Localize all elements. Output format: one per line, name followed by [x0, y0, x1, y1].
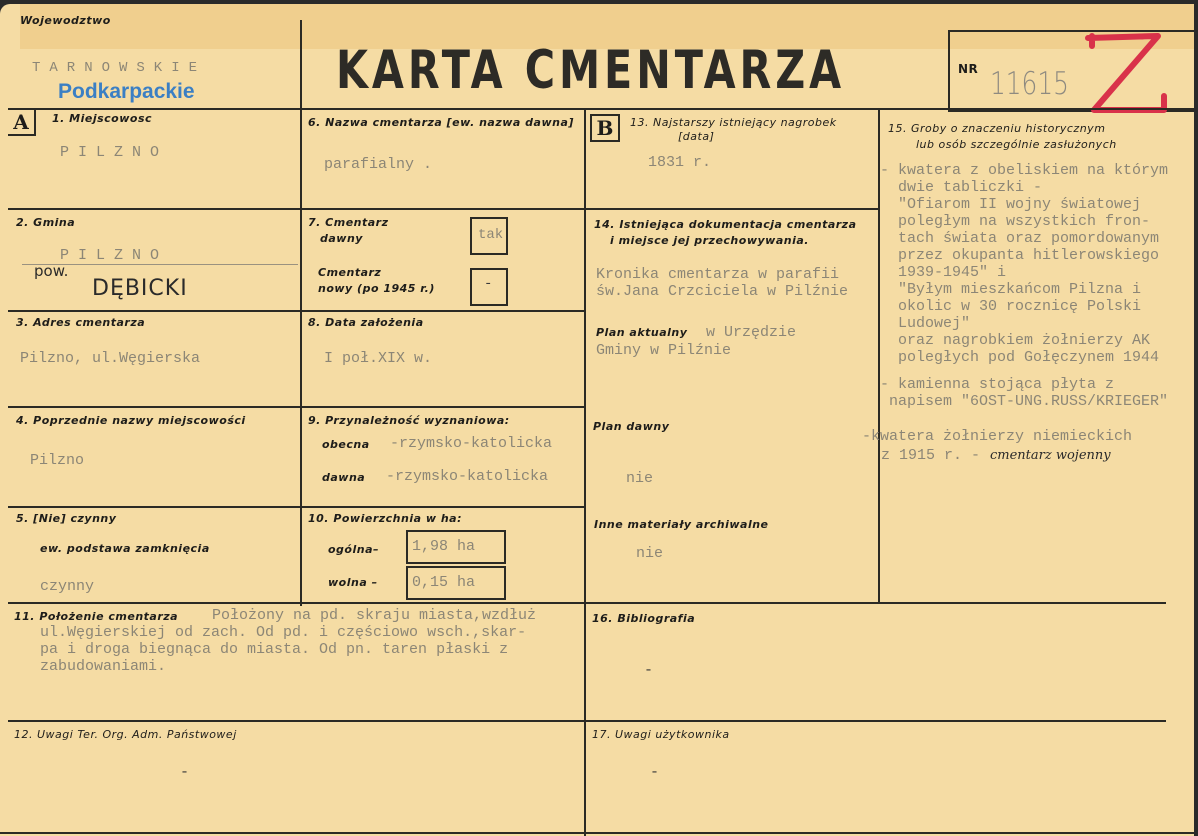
field-7-label-new-2: nowy (po 1945 r.)	[318, 282, 435, 295]
page-title: KARTA CMENTARZA	[336, 40, 845, 101]
field-5-label: 5. [Nie] czynny	[16, 512, 117, 525]
divider	[8, 506, 586, 508]
field-16-value: -	[644, 662, 654, 679]
divider	[586, 208, 878, 210]
field-5-value: czynny	[40, 578, 95, 595]
field-6-label: 6. Nazwa cmentarza [ew. nazwa dawna]	[308, 116, 574, 129]
field-12-value: -	[180, 764, 190, 781]
field-14-label-2: i miejsce jej przechowywania.	[610, 234, 809, 247]
field-14-value-line-1: Kronika cmentarza w parafii	[596, 266, 840, 283]
free-area-value: 0,15 ha	[412, 574, 476, 591]
cemetery-record-card	[0, 4, 1194, 836]
field-13-label-2: [data]	[678, 130, 715, 143]
nr-label: NR	[958, 62, 979, 76]
field-7-label-old: 7. Cmentarz	[308, 216, 389, 229]
historic-graves-list	[880, 162, 1194, 410]
plan-current-label: Plan aktualny	[596, 326, 688, 339]
field-11-label: 11. Położenie cmentarza	[14, 610, 179, 623]
german-quarter-handwritten: cmentarz wojenny	[990, 448, 1111, 463]
field-12-label: 12. Uwagi Ter. Org. Adm. Państwowej	[14, 728, 237, 741]
field-13-value: 1831 r.	[648, 154, 712, 171]
field-9-former-label: dawna	[322, 471, 366, 484]
field-10-label: 10. Powierzchnia w ha:	[308, 512, 463, 525]
divider	[8, 108, 1194, 110]
field-3-value: Pilzno, ul.Węgierska	[20, 350, 201, 367]
historic-graves-line: 1939-1945" i	[880, 264, 1007, 281]
historic-graves-line: przez okupanta hitlerowskiego	[880, 247, 1160, 264]
field-11-line-1: Położony na pd. skraju miasta,wzdłuż	[212, 607, 537, 624]
divider	[8, 208, 586, 210]
field-1-label: 1. Miejscowosc	[52, 112, 153, 125]
field-1-value: PILZNO	[60, 144, 169, 161]
total-area-value: 1,98 ha	[412, 538, 476, 555]
field-9-current-label: obecna	[322, 438, 370, 451]
old-cemetery-checkbox[interactable]	[470, 217, 508, 255]
field-9-label: 9. Przynależność wyznaniowa:	[308, 414, 510, 427]
divider	[8, 720, 1166, 722]
field-7-label-new: Cmentarz	[318, 266, 382, 279]
field-5-sublabel: ew. podstawa zamknięcia	[40, 542, 210, 555]
field-11-line-4: zabudowaniami.	[40, 658, 167, 675]
plan-old-label: Plan dawny	[593, 420, 670, 433]
divider	[8, 310, 586, 312]
field-9-current-value: -rzymsko-katolicka	[390, 435, 553, 452]
plan-current-value-2: Gminy w Pilźnie	[596, 342, 732, 359]
historic-graves-line: napisem "6OST-UNG.RUSS/KRIEGER"	[880, 393, 1169, 410]
field-15-label: 15. Groby o znaczeniu historycznym	[888, 122, 1106, 135]
wojewodztwo-stamp: Podkarpackie	[58, 80, 195, 103]
historic-graves-line: Ludowej"	[880, 315, 971, 332]
historic-graves-line: - kamienna stojąca płyta z	[880, 376, 1115, 393]
divider	[0, 832, 1194, 834]
section-a-marker: A	[8, 110, 36, 136]
field-2-label: 2. Gmina	[16, 216, 76, 229]
field-11-line-3: pa i droga biegnąca do miasta. Od pn. taren płaski z	[40, 641, 509, 658]
historic-graves-line: "Ofiarom II wojny światowej	[880, 196, 1142, 213]
divider	[300, 20, 302, 120]
field-17-value: -	[650, 764, 660, 781]
free-area-box	[406, 566, 506, 600]
historic-graves-line: tach świata oraz pomordowanym	[880, 230, 1160, 247]
field-4-label: 4. Poprzednie nazwy miejscowości	[16, 414, 246, 427]
field-6-value: parafialny .	[324, 156, 433, 173]
divider	[8, 406, 586, 408]
historic-graves-line: poległym na wszystkich fron-	[880, 213, 1151, 230]
old-cemetery-value: tak	[478, 227, 504, 243]
other-materials-label: Inne materiały archiwalne	[594, 518, 769, 531]
field-16-label: 16. Bibliografia	[592, 612, 696, 625]
historic-graves-line: okolic w 30 rocznicę Polski	[880, 298, 1142, 315]
historic-graves-line: "Byłym mieszkańcom Pilzna i	[880, 281, 1142, 298]
field-10-total-label: ogólna–	[328, 543, 380, 556]
wojewodztwo-typed-value: TARNOWSKIE	[32, 60, 207, 76]
field-2-handwritten-value: DĘBICKI	[92, 276, 188, 301]
field-9-former-value: -rzymsko-katolicka	[386, 468, 549, 485]
new-cemetery-checkbox[interactable]	[470, 268, 508, 306]
plan-current-value-1: w Urzędzie	[706, 324, 797, 341]
field-8-label: 8. Data założenia	[308, 316, 424, 329]
field-8-value: I poł.XIX w.	[324, 350, 433, 367]
divider	[300, 108, 302, 606]
field-7-label-old-2: dawny	[320, 232, 363, 245]
wojewodztwo-label: Wojewodztwo	[20, 14, 111, 27]
field-17-label: 17. Uwagi użytkownika	[592, 728, 730, 741]
field-2-value: PILZNO	[60, 247, 169, 264]
divider	[8, 602, 1166, 604]
german-quarter-line-1: -kwatera żołnierzy niemieckich	[862, 428, 1133, 445]
field-14-label: 14. Istniejąca dokumentacja cmentarza	[594, 218, 857, 231]
historic-graves-line	[880, 366, 1194, 376]
german-quarter-line-2: z 1915 r. -	[872, 447, 981, 464]
field-2-handwritten-prefix: pow.	[34, 262, 69, 280]
historic-graves-line: - kwatera z obeliskiem na którym	[880, 162, 1169, 179]
divider	[584, 108, 586, 836]
nr-value: 11615	[990, 66, 1069, 102]
other-materials-value: nie	[636, 545, 664, 562]
field-3-label: 3. Adres cmentarza	[16, 316, 146, 329]
plan-old-value: nie	[626, 470, 654, 487]
new-cemetery-value: -	[484, 276, 493, 292]
section-b-marker: B	[590, 114, 620, 142]
field-15-label-2: lub osób szczególnie zasłużonych	[916, 138, 1117, 151]
field-10-free-label: wolna –	[328, 576, 378, 589]
historic-graves-line: poległych pod Gołęczynem 1944	[880, 349, 1160, 366]
field-13-label: 13. Najstarszy istniejący nagrobek	[630, 116, 837, 129]
field-14-value-line-2: św.Jana Crzciciela w Pilźnie	[596, 283, 849, 300]
historic-graves-line: oraz nagrobkiem żołnierzy AK	[880, 332, 1151, 349]
field-11-line-2: ul.Węgierskiej od zach. Od pd. i częściowo wsch.,skar-	[40, 624, 527, 641]
historic-graves-line: dwie tabliczki -	[880, 179, 1043, 196]
total-area-box	[406, 530, 506, 564]
category-z-mark-icon	[1080, 30, 1170, 118]
field-4-value: Pilzno	[30, 452, 85, 469]
